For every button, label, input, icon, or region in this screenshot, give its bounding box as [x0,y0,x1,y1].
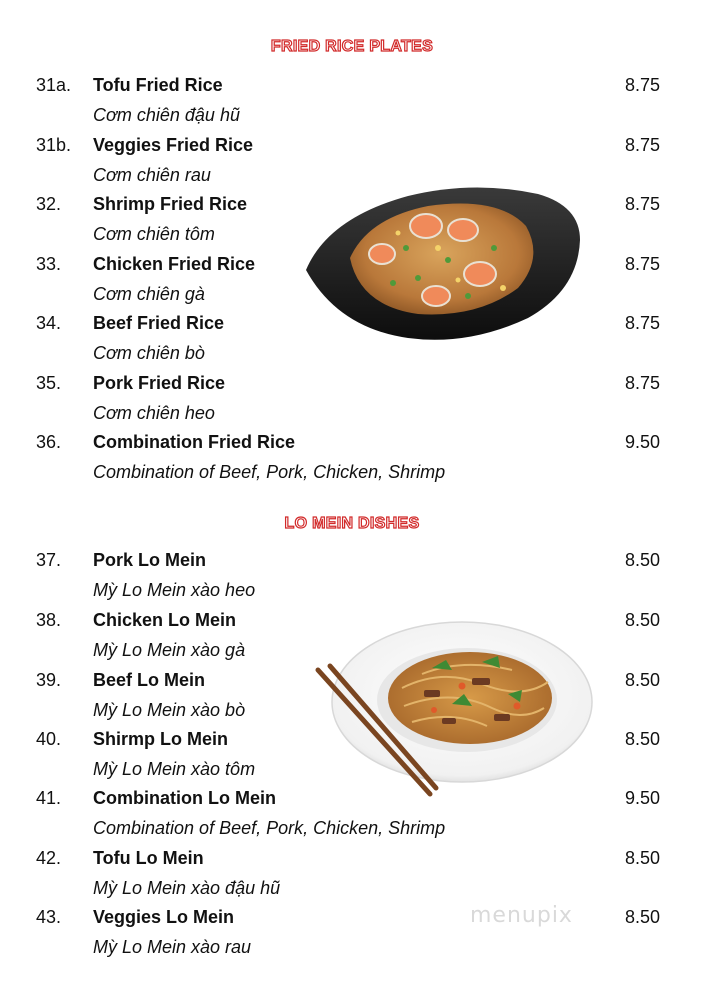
item-name: Shrimp Fried Rice [93,194,248,214]
menu-item [0,75,704,99]
item-price: 8.75 [624,75,660,95]
item-price: 9.50 [624,788,660,808]
item-description: Mỳ Lo Mein xào tôm [93,759,256,779]
item-description: Combination of Beef, Pork, Chicken, Shrimp [93,462,446,482]
item-name: Shirmp Lo Mein [93,729,228,749]
item-name: Beef Fried Rice [93,313,225,333]
item-price: 8.75 [624,313,660,333]
item-name: Tofu Lo Mein [93,848,204,868]
item-name: Pork Fried Rice [93,373,226,393]
item-description: Cơm chiên heo [93,403,215,423]
item-number: 40. [36,729,62,749]
item-number: 42. [36,848,62,868]
menu-item [0,373,704,397]
item-price: 8.50 [624,610,660,630]
item-name: Beef Lo Mein [93,670,206,690]
section-title-fried-rice: FRIED RICE PLATES [270,38,434,55]
item-number: 31b. [36,135,72,155]
item-name: Pork Lo Mein [93,550,207,570]
menu-item [0,907,704,931]
item-description: Combination of Beef, Pork, Chicken, Shrimp [93,818,446,838]
item-description: Mỳ Lo Mein xào heo [93,580,256,600]
item-name: Veggies Fried Rice [93,135,254,155]
item-price: 8.75 [624,135,660,155]
item-price: 8.50 [624,550,660,570]
item-number: 33. [36,254,62,274]
item-number: 35. [36,373,62,393]
item-description: Cơm chiên bò [93,343,205,363]
item-price: 8.50 [624,670,660,690]
item-description: Mỳ Lo Mein xào gà [93,640,246,660]
item-price: 8.75 [624,373,660,393]
item-number: 39. [36,670,62,690]
item-description: Mỳ Lo Mein xào đậu hũ [93,878,281,898]
item-price: 8.50 [624,729,660,749]
item-price: 8.50 [624,848,660,868]
item-number: 38. [36,610,62,630]
item-description: Cơm chiên tôm [93,224,215,244]
item-description: Cơm chiên gà [93,284,205,304]
item-price: 9.50 [624,432,660,452]
item-description: Cơm chiên rau [93,165,211,185]
item-number: 34. [36,313,62,333]
item-price: 8.50 [624,907,660,927]
menu-item [0,848,704,872]
item-name: Veggies Lo Mein [93,907,235,927]
item-name: Chicken Fried Rice [93,254,256,274]
item-name: Chicken Lo Mein [93,610,237,630]
item-number: 37. [36,550,62,570]
lo-mein-plate-image [312,618,594,800]
fried-rice-plate-image [298,178,584,346]
item-price: 8.75 [624,254,660,274]
section-title-lo-mein: LO MEIN DISHES [284,515,420,532]
menu-item [0,135,704,159]
item-description: Mỳ Lo Mein xào rau [93,937,252,957]
item-number: 31a. [36,75,72,95]
menu-item [0,432,704,456]
item-name: Tofu Fried Rice [93,75,223,95]
item-name: Combination Fried Rice [93,432,296,452]
item-number: 41. [36,788,62,808]
item-description: Mỳ Lo Mein xào bò [93,700,246,720]
item-name: Combination Lo Mein [93,788,276,808]
item-number: 36. [36,432,62,452]
item-price: 8.75 [624,194,660,214]
menu-item [0,550,704,574]
watermark-logo: menupix [470,903,573,928]
item-description: Cơm chiên đậu hũ [93,105,240,125]
item-number: 43. [36,907,62,927]
item-number: 32. [36,194,62,214]
